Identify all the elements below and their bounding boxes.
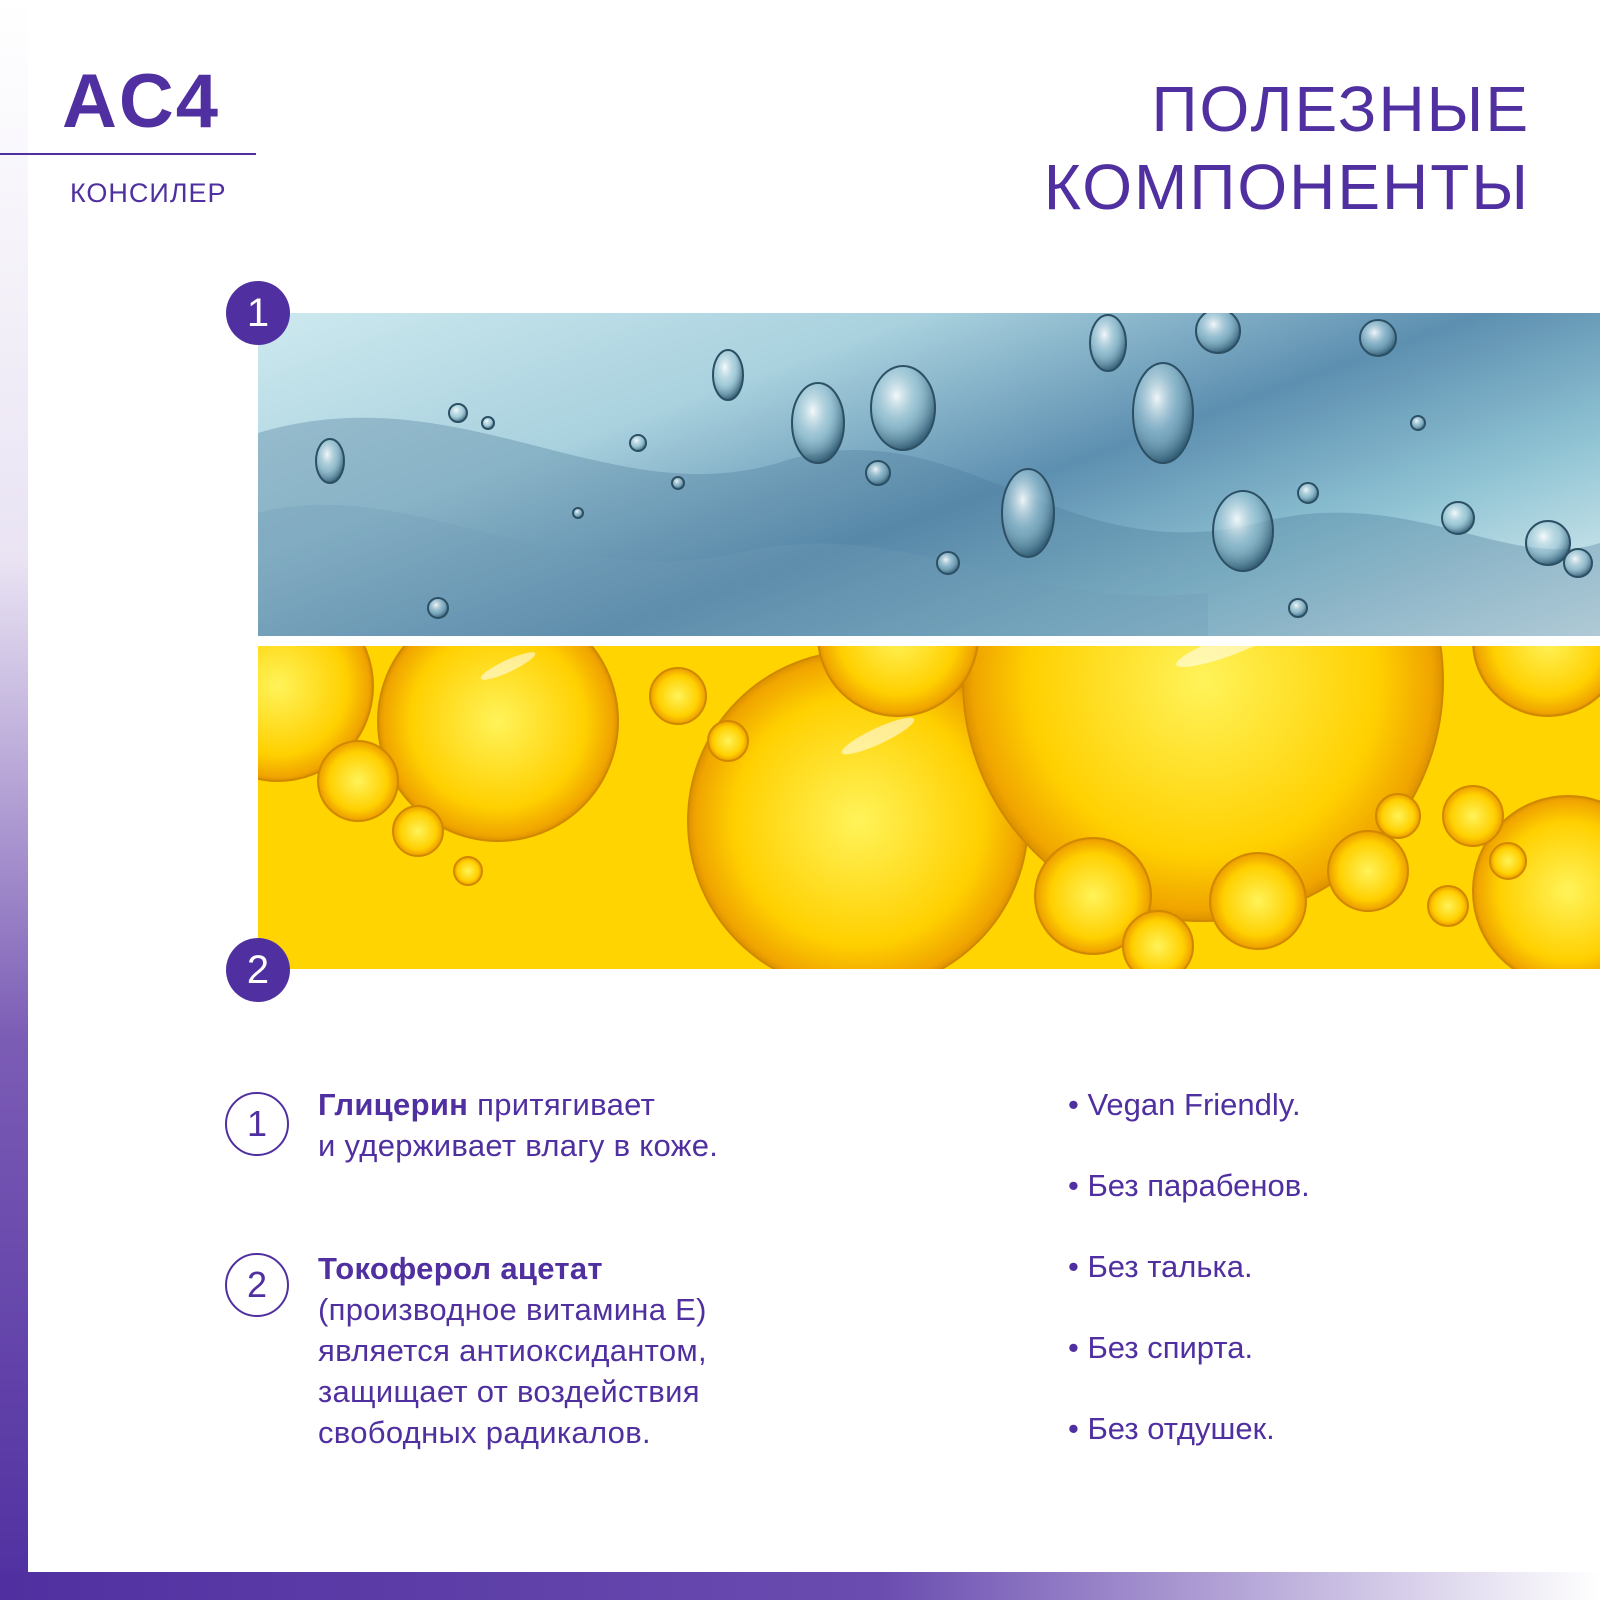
ingredient-desc-line: защищает от воздействия [318, 1374, 700, 1409]
ingredient-desc-line: является антиоксидантом, [318, 1333, 707, 1368]
title-line-2: КОМПОНЕНТЫ [1043, 151, 1530, 223]
feature-item: • Без парабенов. [1068, 1168, 1310, 1203]
bottom-gradient-border [0, 1572, 1600, 1600]
features-list [1068, 1084, 1310, 1489]
ingredient-glycerin [318, 1084, 878, 1166]
product-type: КОНСИЛЕР [70, 178, 227, 208]
glycerin-image [258, 313, 1600, 636]
water-bubbles-illustration [258, 313, 1600, 636]
feature-item: • Без спирта. [1068, 1330, 1254, 1365]
page-title [830, 70, 1530, 226]
ingredient-tocopherol [318, 1248, 878, 1453]
ingredient-number-2: 2 [225, 1253, 289, 1317]
title-line-1: ПОЛЕЗНЫЕ [1151, 73, 1530, 145]
feature-item: • Без отдушек. [1068, 1411, 1275, 1446]
ingredient-desc-line: свободных радикалов. [318, 1415, 651, 1450]
ingredient-name: Глицерин [318, 1087, 469, 1122]
image-badge-1: 1 [226, 281, 290, 345]
ingredient-name: Токоферол ацетат [318, 1251, 603, 1286]
tocopherol-image [258, 646, 1600, 969]
ingredient-desc-line: и удерживает влагу в коже. [318, 1128, 719, 1163]
ingredient-number-1: 1 [225, 1092, 289, 1156]
feature-item: • Без талька. [1068, 1249, 1253, 1284]
brand-logo: AC4 [62, 59, 221, 144]
brand-divider [0, 153, 256, 155]
left-gradient-border [0, 0, 28, 1600]
ingredient-desc-line: притягивает [477, 1087, 656, 1122]
ingredient-desc-line: (производное витамина Е) [318, 1292, 707, 1327]
oil-bubbles-illustration [258, 646, 1600, 969]
image-badge-2: 2 [226, 938, 290, 1002]
feature-item: • Vegan Friendly. [1068, 1087, 1301, 1122]
